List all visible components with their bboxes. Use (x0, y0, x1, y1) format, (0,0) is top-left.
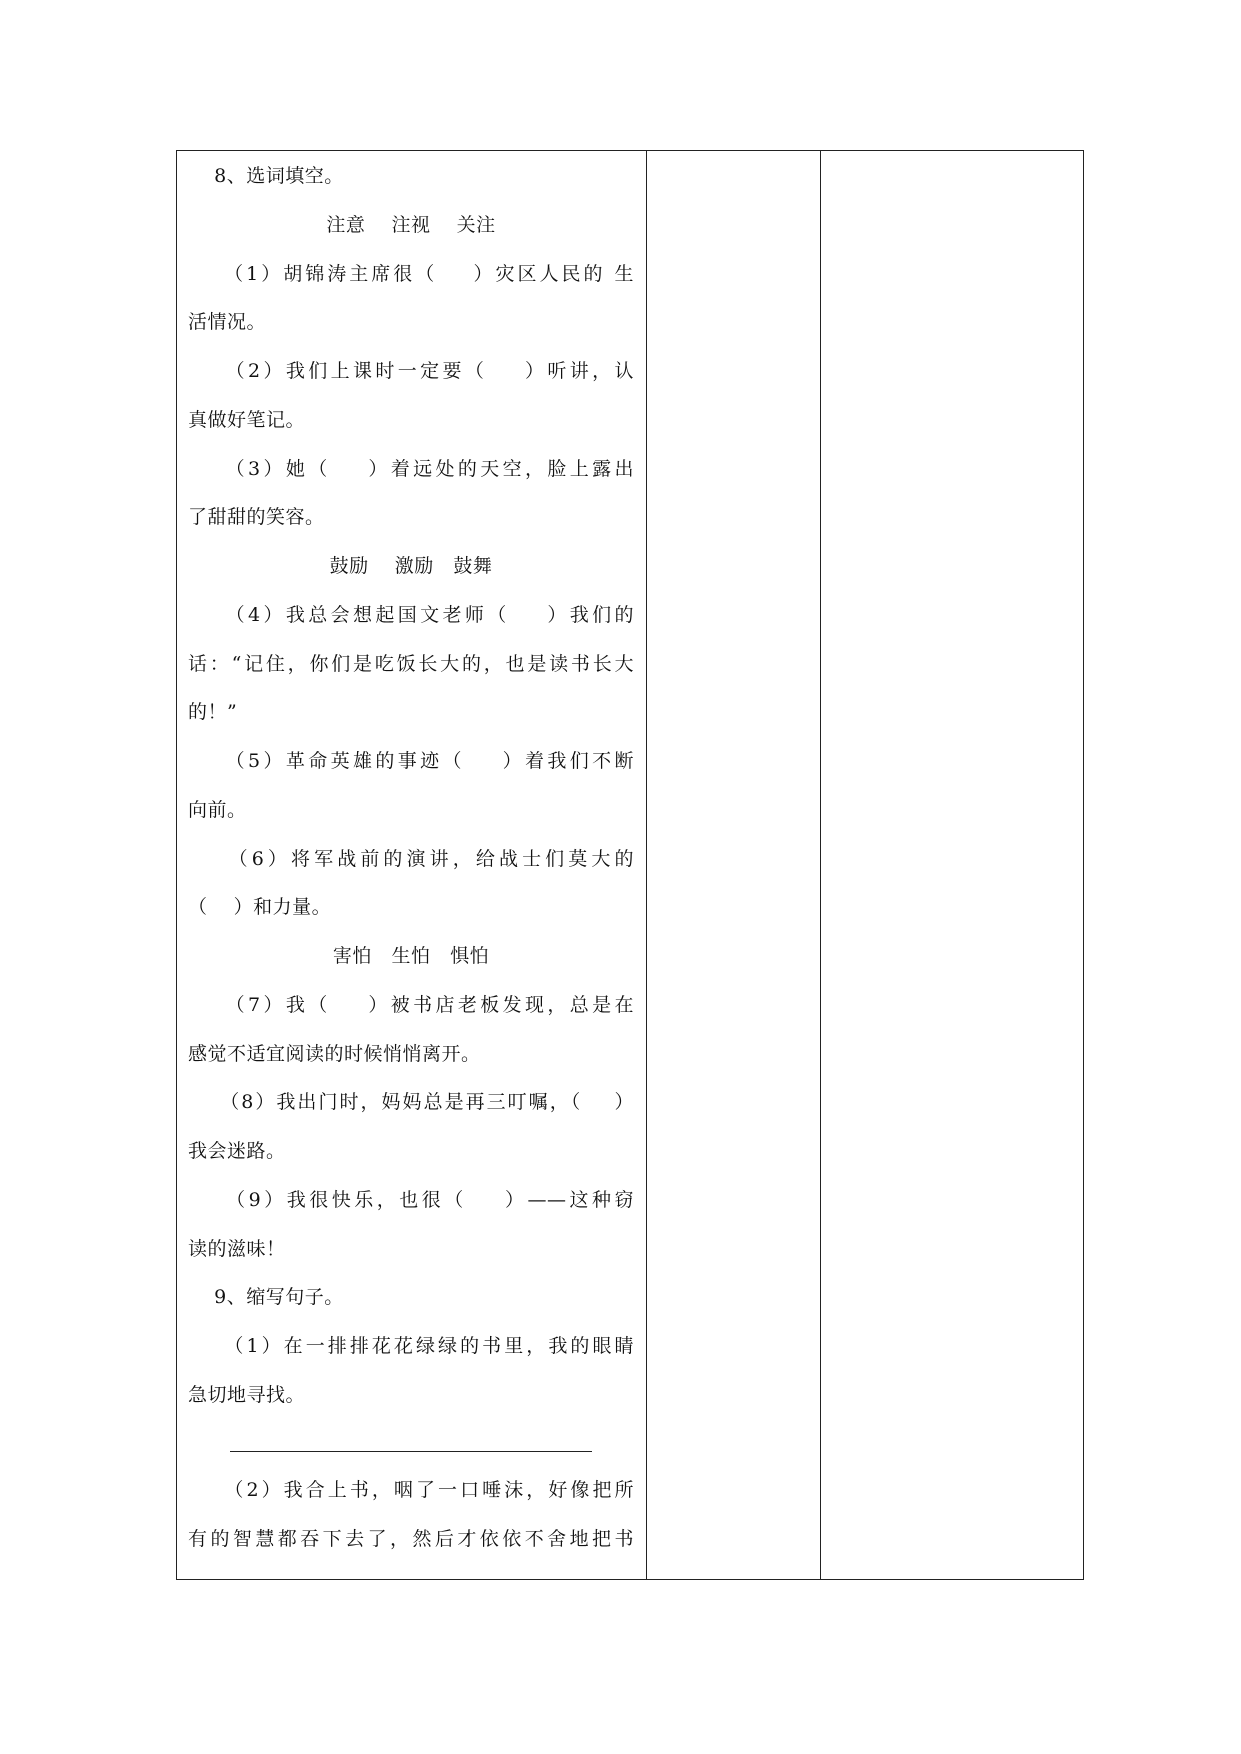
word-choices: 鼓励 激励 鼓舞 (329, 555, 493, 577)
question-item-line: （1）在一排排花花绿绿的书里，我的眼睛 (188, 1335, 634, 1357)
word-choices: 害怕 生怕 惧怕 (332, 945, 490, 967)
question-item-line: 向前。 (188, 799, 247, 821)
question-item-line: （4）我总会想起国文老师（ ）我们的 (188, 604, 634, 626)
question-item-line: 我会迷路。 (188, 1140, 286, 1162)
empty-column-right (822, 151, 1083, 1579)
question-item-line: 的！” (188, 701, 238, 723)
question-item-line: 真做好笔记。 (188, 409, 306, 431)
question-item-line: 活情况。 (188, 311, 267, 333)
worksheet-table (176, 150, 1084, 1580)
question-item-line: （7）我（ ）被书店老板发现，总是在 (188, 994, 634, 1016)
question-item-line: 了甜甜的笑容。 (188, 506, 325, 528)
question-item-line: 读的滋味！ (188, 1238, 286, 1260)
question-item-line: 感觉不适宜阅读的时候悄悄离开。 (188, 1043, 481, 1065)
question-item-line: （6）将军战前的演讲，给战士们莫大的 (188, 848, 634, 870)
word-choices: 注意 注视 关注 (326, 214, 496, 236)
question-item-line: （ ）和力量。 (188, 896, 332, 918)
question-heading: 8、选词填空。 (188, 165, 344, 187)
question-item-line: （9）我很快乐，也很（ ）——这种窃 (188, 1189, 634, 1211)
question-item-line: （1）胡锦涛主席很（ ）灾区人民的 生 (188, 263, 634, 285)
question-heading: 9、缩写句子。 (188, 1286, 344, 1308)
question-item-line: 有的智慧都吞下去了，然后才依依不舍地把书 (188, 1528, 634, 1550)
question-item-line: （5）革命英雄的事迹（ ）着我们不断 (188, 750, 634, 772)
column-divider (646, 151, 647, 1579)
question-item-line: （2）我们上课时一定要（ ）听讲，认 (188, 360, 634, 382)
question-item-line: 话：“记住，你们是吃饭长大的，也是读书长大 (188, 653, 634, 675)
question-item-line: （8）我出门时，妈妈总是再三叮嘱，（ ） (188, 1091, 634, 1113)
question-item-line: 急切地寻找。 (188, 1384, 306, 1406)
question-item-line: （2）我合上书，咽了一口唾沫，好像把所 (188, 1479, 634, 1501)
answer-blank-line (230, 1451, 592, 1452)
empty-column-middle (648, 151, 819, 1579)
question-item-line: （3）她（ ）着远处的天空，脸上露出 (188, 458, 634, 480)
column-divider (820, 151, 821, 1579)
